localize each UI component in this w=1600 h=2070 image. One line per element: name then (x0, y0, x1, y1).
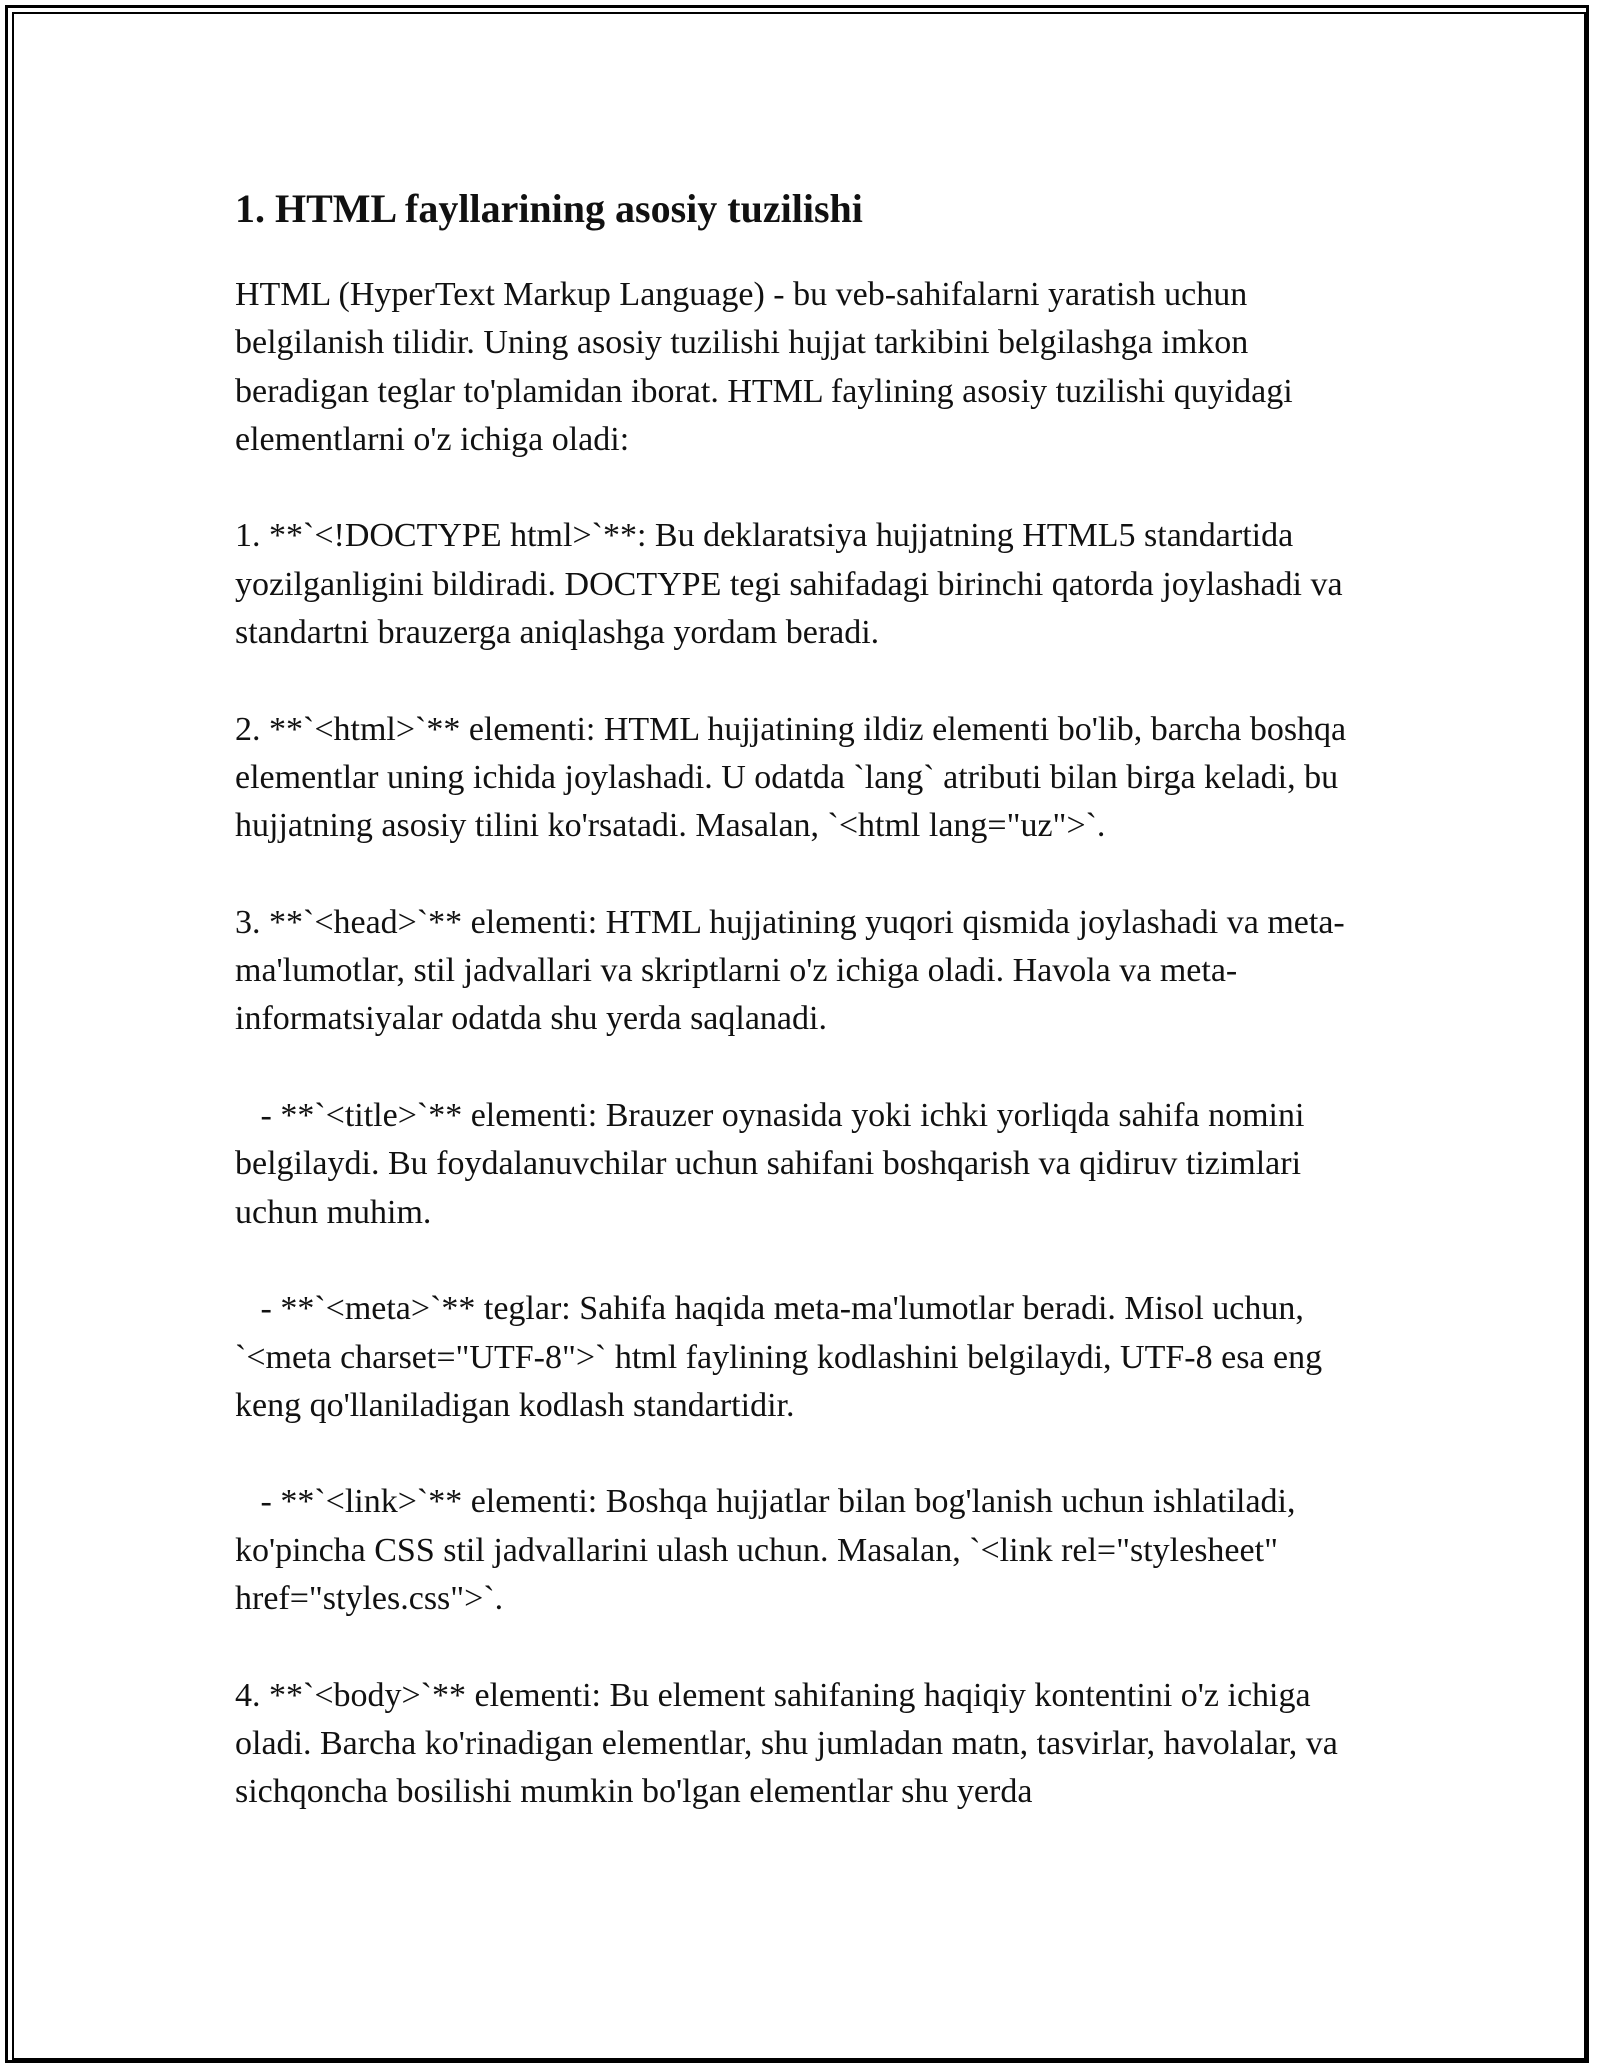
document-body (235, 185, 1375, 1865)
html-element-paragraph: 2. **`<html>`** elementi: HTML hujjatining ildiz elementi bo'lib, barcha boshqa elementlar uning ichida joylashadi. U odatda `lang` atributi bilan birga keladi, bu hujjatning asosiy tilini ko'rsatadi. Masalan, `<html lang="uz">`. (235, 710, 1355, 845)
meta-element-paragraph: - **`<meta>`** teglar: Sahifa haqida meta-ma'lumotlar beradi. Misol uchun, `<meta charset="UTF-8">` html faylining kodlashini belgilaydi, UTF-8 esa eng keng qo'llaniladigan kodlash standartidir. (235, 1290, 1331, 1424)
link-element-paragraph: - **`<link>`** elementi: Boshqa hujjatlar bilan bog'lanish uchun ishlatiladi, ko'pincha CSS stil jadvallarini ulash uchun. Masalan, `<link rel="stylesheet" href="styles.css">`. (235, 1483, 1305, 1618)
doctype-paragraph: 1. **`<!DOCTYPE html>`**: Bu deklaratsiya hujjatning HTML5 standartida yozilganligini bildiradi. DOCTYPE tegi sahifadagi birinchi qatorda joylashadi va standartni brauzerga aniqlashga yordam beradi. (235, 517, 1352, 652)
title-element-paragraph: - **`<title>`** elementi: Brauzer oynasida yoki ichki yorliqda sahifa nomini belgilaydi. Bu foydalanuvchilar uchun sahifani boshqarish va qidiruv tizimlari uchun muhim. (235, 1097, 1313, 1231)
section-title: 1. HTML fayllarining asosiy tuzilishi (235, 186, 863, 231)
body-element-paragraph: 4. **`<body>`** elementi: Bu element sahifaning haqiqiy kontentini o'z ichiga oladi. Barcha ko'rinadigan elementlar, shu jumladan matn, tasvirlar, havolalar, va sichqoncha bosilishi mumkin bo'lgan elementlar shu yerda (235, 1676, 1347, 1811)
intro-paragraph: HTML (HyperText Markup Language) - bu veb-sahifalarni yaratish uchun belgilanish tilidir. Uning asosiy tuzilishi hujjat tarkibini belgilashga imkon beradigan teglar to'plamidan iborat. HTML faylining asosiy tuzilishi quyidagi elementlarni o'z ichiga oladi: (235, 276, 1302, 458)
head-element-paragraph: 3. **`<head>`** elementi: HTML hujjatining yuqori qismida joylashadi va meta-ma'lumotlar, stil jadvallari va skriptlarni o'z ichiga oladi. Havola va meta-informatsiyalar odatda shu yerda saqlanadi. (235, 903, 1345, 1038)
